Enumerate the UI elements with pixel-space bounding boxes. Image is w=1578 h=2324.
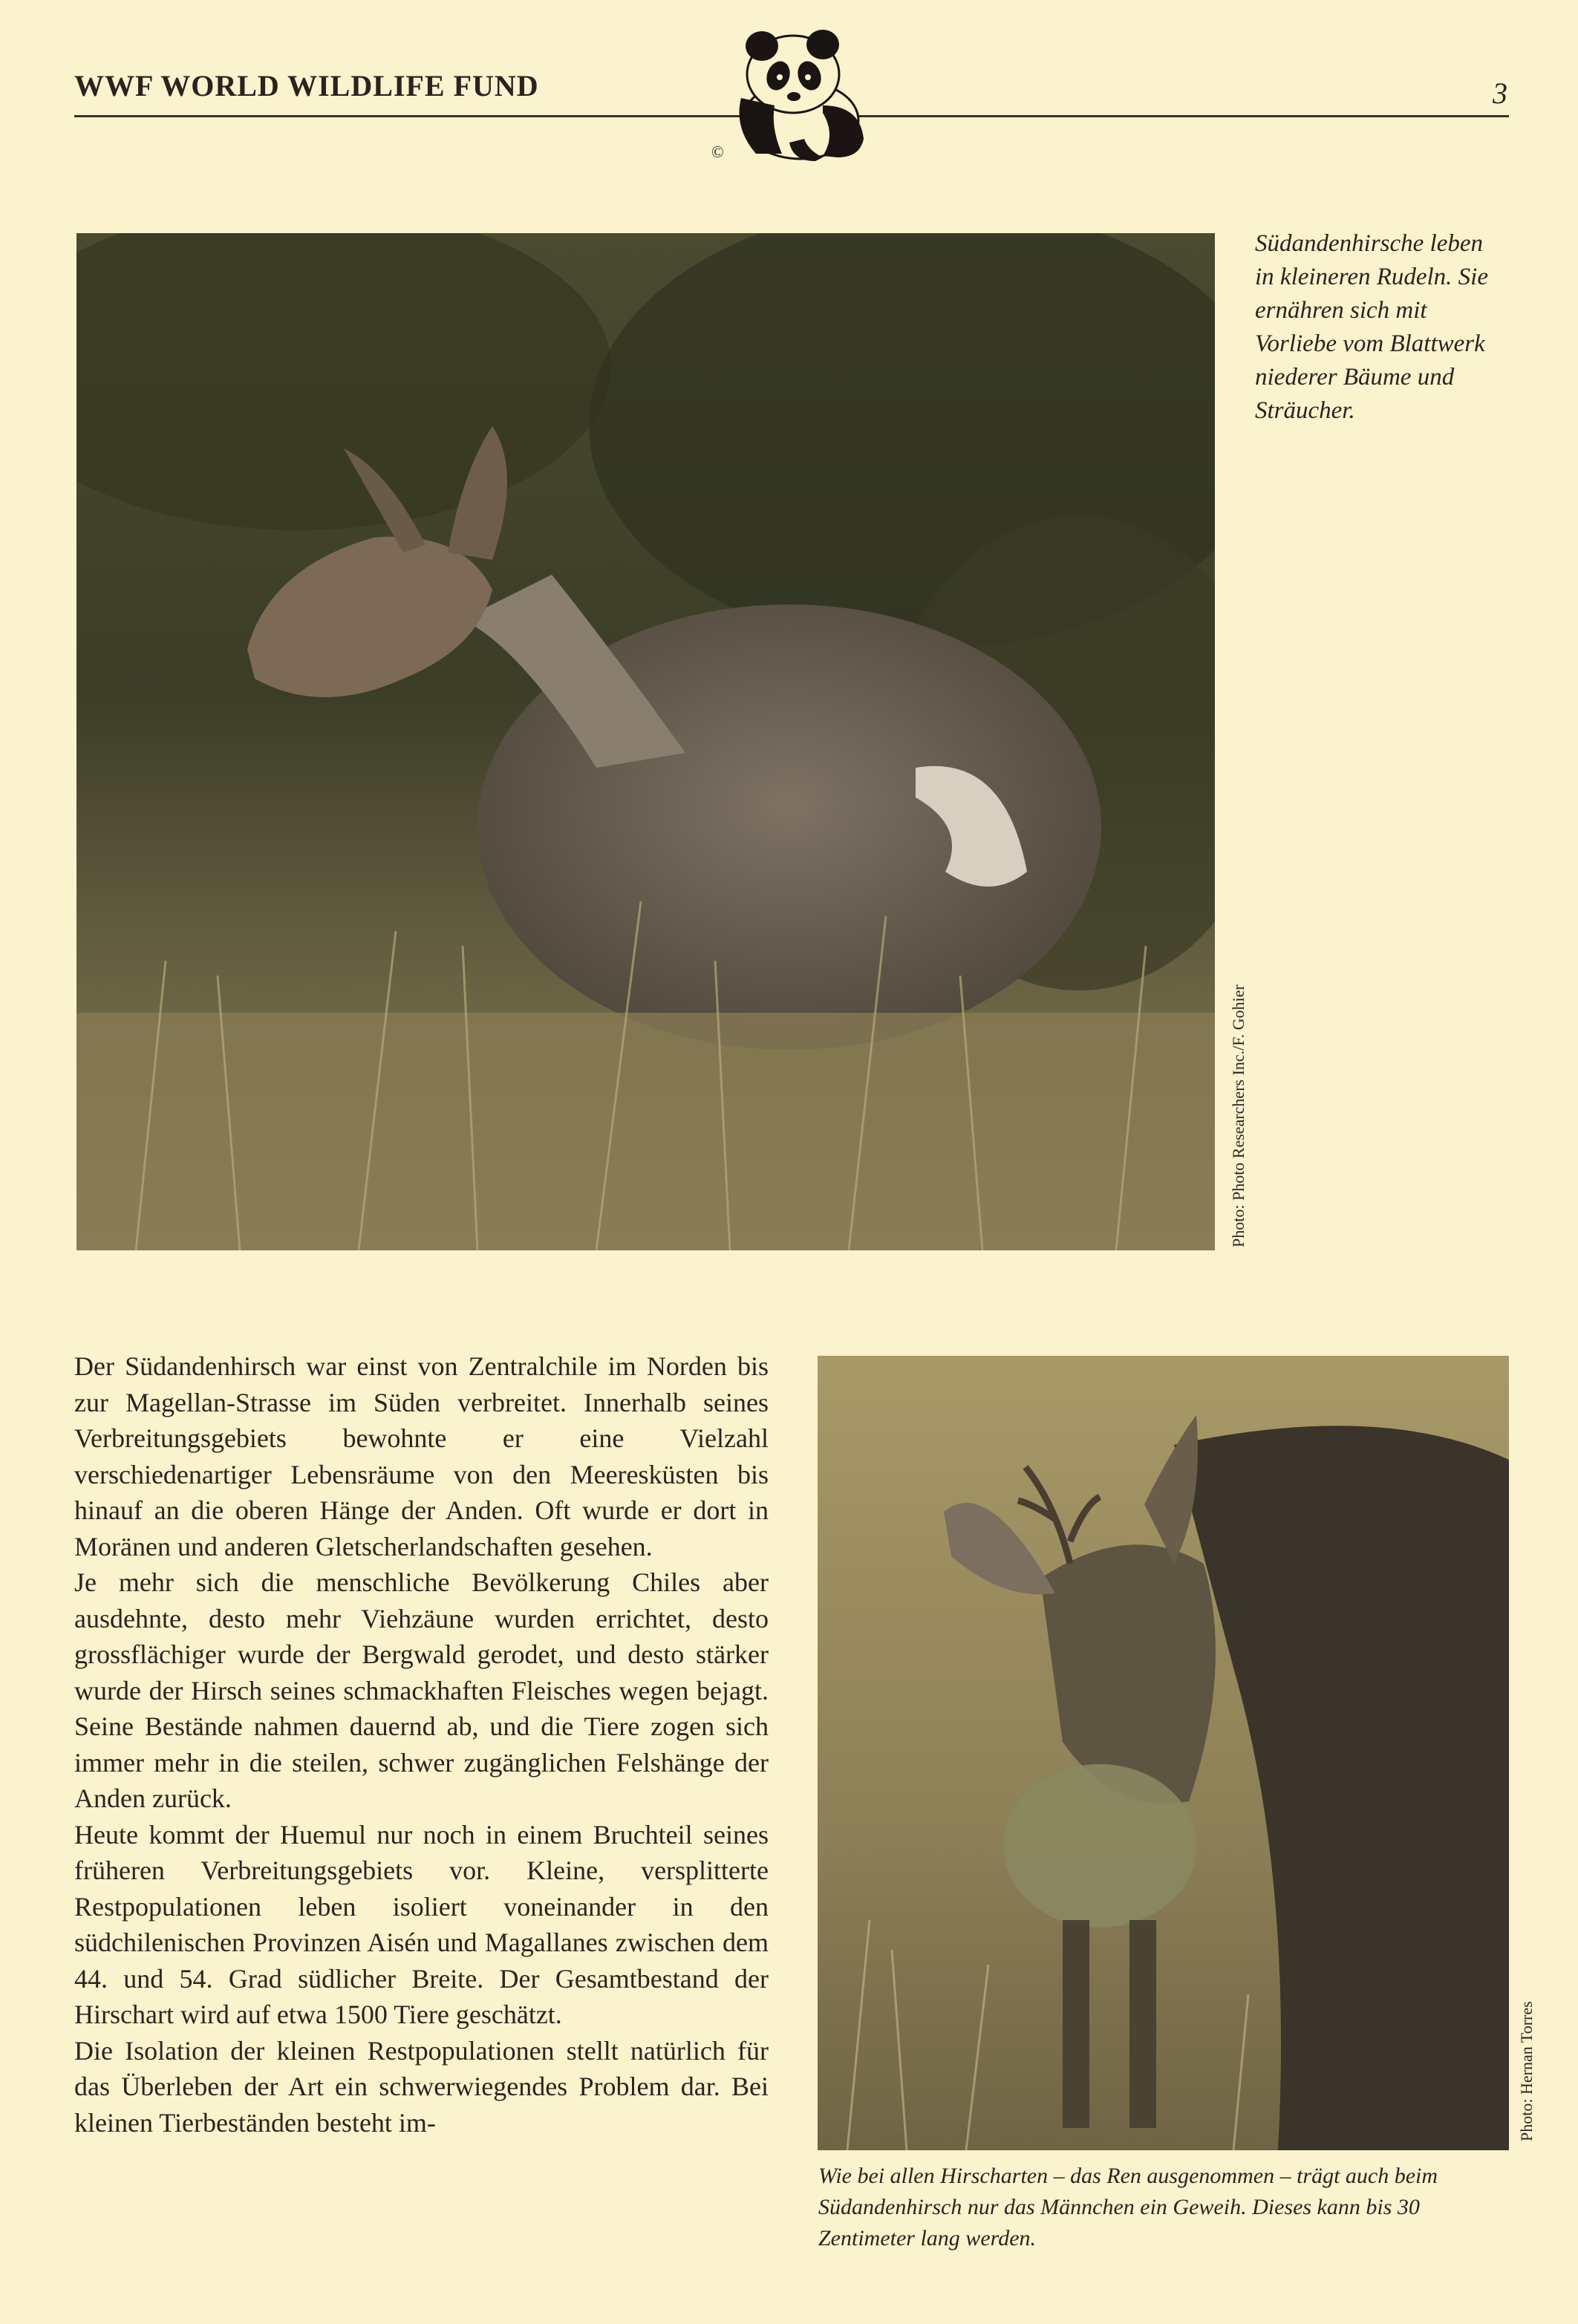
article-body bbox=[74, 1348, 769, 2141]
caption-top-photo: Südandenhirsche leben in kleineren Rudeln. Sie ernähren sich mit Vorliebe vom Blattwerk niederer Bäume und Sträucher. bbox=[1255, 230, 1488, 424]
photo-huemul-doe bbox=[76, 233, 1215, 1250]
photo-credit-top: Photo: Photo Researchers Inc./F. Gohier bbox=[1229, 985, 1248, 1247]
caption-bottom-photo: Wie bei allen Hirscharten – das Ren ausgenommen – trägt auch beim Südandenhirsch nur das Männchen ein Geweih. Dieses kann bis 30 Zentimeter lang werden. bbox=[818, 2164, 1438, 2250]
page-number: 3 bbox=[1493, 76, 1507, 110]
article-paragraph-4: Die Isolation der kleinen Restpopulationen stellt natürlich für das Überleben der Art ein schwerwiegendes Problem dar. Bei kleinen Tierbeständen besteht im- bbox=[74, 2035, 769, 2138]
panda-logo-icon bbox=[711, 16, 881, 169]
photo-credit-bottom: Photo: Hernan Torres bbox=[1517, 2001, 1536, 2141]
article-paragraph-1: Der Südandenhirsch war einst von Zentralchile im Norden bis zur Magellan-Strasse im Süden verbreitet. Innerhalb seines Verbreitungsgebiets bewohnte er eine Vielzahl verschiedenartiger Lebensräume von den Meeresküsten bis hinauf an die oberen Hänge der Anden. Oft wurde er dort in Moränen und anderen Gletscherlandschaften gesehen. bbox=[74, 1351, 769, 1561]
article-paragraph-2: Je mehr sich die menschliche Bevölkerung Chiles aber ausdehnte, desto mehr Viehzäune wurden errichtet, desto grossflächiger wurde der Bergwald gerodet, und desto stärker wurde der Hirsch seines schmackhaften Fleisches wegen bejagt. Seine Bestände nahmen dauernd ab, und die Tiere zogen sich immer mehr in die steilen, schwer zugänglichen Felshänge der Anden zurück. bbox=[74, 1567, 769, 1813]
article-paragraph-3: Heute kommt der Huemul nur noch in einem Bruchteil seines früheren Verbreitungsgebiets vor. Kleine, versplitterte Restpopulationen leben isoliert voneinander in den südchilenischen Provinzen Aisén und Magallanes zwischen dem 44. und 54. Grad südlicher Breite. Der Gesamtbestand der Hirschart wird auf etwa 1500 Tiere geschätzt. bbox=[74, 1819, 769, 2029]
header-title: WWF WORLD WILDLIFE FUND bbox=[74, 69, 539, 102]
photo-huemul-buck bbox=[818, 1356, 1509, 2150]
copyright-mark: © bbox=[711, 143, 724, 161]
